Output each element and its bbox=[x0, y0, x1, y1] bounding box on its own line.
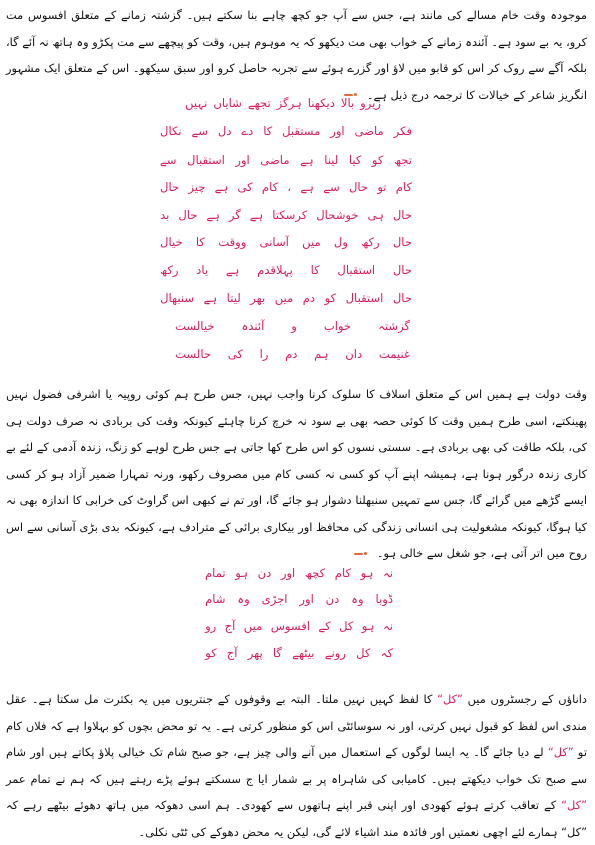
verse-word: ہو bbox=[360, 566, 374, 580]
verse-line bbox=[160, 180, 412, 194]
verse-word: تجھ bbox=[393, 153, 412, 167]
verse-word: بیٹھے bbox=[292, 646, 315, 660]
verse-word: ہے bbox=[249, 208, 264, 222]
middle-paragraph bbox=[6, 381, 587, 567]
verse-word: نہیں bbox=[185, 96, 208, 110]
verse-word: کل bbox=[356, 646, 371, 660]
verse-word: ہی bbox=[367, 208, 384, 222]
verse-word: تجھے bbox=[247, 96, 271, 110]
verse-word: دان bbox=[345, 347, 363, 361]
verse-word: ہے bbox=[203, 291, 218, 305]
verse-word: حال bbox=[392, 291, 412, 305]
verse-word: دیکھنا bbox=[307, 96, 335, 110]
verse-word: دے bbox=[241, 124, 254, 138]
verse-word: شام bbox=[205, 592, 226, 606]
verse-word: آئندہ bbox=[241, 319, 265, 333]
verse-word: ہم bbox=[314, 347, 329, 361]
verse-line bbox=[160, 235, 412, 249]
final-text-mid2: لے دیا جائے گا۔ یہ ایسا لوگوں کے استعمال میں آنے والی چیز ہے، جو صبح شام تک خیالی پلاؤ پکاتے ہیں اور شام سے صبح تک خواب دیکھتے ہیں۔ کامیابی کی شاہراہ پر بے شمار ایا ج سسکتے ہوئے پڑے رہتے ہیں کہ ہم نے تمام عمر bbox=[6, 745, 587, 786]
verse-word: نہ bbox=[382, 566, 393, 580]
verse-word: حالست bbox=[175, 347, 212, 361]
verse-word: کچھ bbox=[304, 566, 326, 580]
verse-word: تمام bbox=[205, 566, 226, 580]
verse-word: آج bbox=[224, 619, 236, 633]
verse-word: دن bbox=[257, 566, 272, 580]
verse-word: شایاں bbox=[213, 96, 242, 110]
verse-word: بھر bbox=[250, 291, 266, 305]
verse-word: کام bbox=[261, 180, 279, 194]
verse-word: گا bbox=[272, 646, 282, 660]
verse-word: حال bbox=[392, 263, 412, 277]
final-text-end: کے تعاقب کرتے ہوئے کھودی اور اپنی قبر اپنے ہاتھوں سے کھودی۔ ہم اسی دھوکہ میں ہاتھ دھوئے بیٹھے رہے کہ ”کل“ ہمارے لئے اچھی نعمتیں اور فائدہ مند اشیاء لائے گی، لیکن یہ محض دھوکے کی ٹٹی نکلی۔ bbox=[6, 798, 587, 839]
verse-word: افسوس bbox=[270, 619, 310, 633]
verse-word: کو bbox=[205, 646, 217, 660]
verse-word: حال bbox=[160, 180, 180, 194]
verse-word: یاد bbox=[196, 263, 209, 277]
verse-word: اور bbox=[235, 153, 250, 167]
final-text-mid1: کا لفظ کہیں نہیں ملتا۔ البتہ بے وقوفوں کے جنتریوں میں یہ بکثرت مل سکتا ہے۔ عقل مندی اس لفظ کو قبول نہیں کرتی، اور نہ سوسائٹی اس کو منظور کرتی ہے۔ یہ تو محض بچوں کو بہلاوا ہے کہ فلاں کام تو bbox=[6, 692, 587, 759]
verse-word: آج bbox=[226, 646, 238, 660]
verse-word: ووقت bbox=[218, 235, 247, 249]
dash-dot-mark-icon bbox=[354, 552, 367, 556]
verse-line bbox=[205, 592, 393, 606]
verse-word: کل bbox=[339, 619, 354, 633]
verse-word: لینا bbox=[324, 153, 339, 167]
verse-word: حال bbox=[392, 235, 412, 249]
verse-word: گزشتہ bbox=[378, 319, 410, 333]
verse-word: ہے bbox=[225, 263, 240, 277]
verse-word: ڈوبا bbox=[375, 592, 393, 606]
verse-word: استقبال bbox=[337, 263, 376, 277]
verse-word: نکال bbox=[160, 124, 182, 138]
verse-word: لیتا bbox=[226, 291, 241, 305]
verse-line bbox=[160, 124, 412, 138]
verse-word: سے bbox=[191, 124, 209, 138]
verse-word: آسانی bbox=[259, 235, 289, 249]
verse-line bbox=[205, 566, 393, 580]
verse-word: استقبال bbox=[187, 153, 225, 167]
verse-word: کیا bbox=[348, 153, 362, 167]
verse-word: تو bbox=[377, 180, 387, 194]
verse-word: کی bbox=[227, 347, 243, 361]
verse-line bbox=[205, 646, 393, 660]
verse-line bbox=[160, 291, 412, 305]
verse-word: ہے bbox=[214, 180, 229, 194]
verse-word: خیال bbox=[160, 235, 183, 249]
verse-line bbox=[185, 96, 381, 110]
verse-word: رکھ bbox=[160, 263, 179, 277]
verse-word: پھر bbox=[247, 646, 263, 660]
verse-word: دن bbox=[325, 592, 340, 606]
verse-line bbox=[160, 263, 412, 277]
verse-word: اور bbox=[299, 592, 314, 606]
verse-word: ہے bbox=[300, 153, 314, 167]
verse-word: سے bbox=[323, 180, 340, 194]
verse-word: ، bbox=[287, 180, 292, 194]
verse-word: و bbox=[291, 319, 297, 333]
verse-word: ہرگز bbox=[276, 96, 302, 110]
verse-word: بد bbox=[160, 208, 170, 222]
verse-word: نہ bbox=[382, 619, 393, 633]
verse-word: کو bbox=[371, 153, 384, 167]
verse-word: استقبال bbox=[345, 291, 384, 305]
verse-word: میں bbox=[274, 291, 294, 305]
verse-word: دم bbox=[285, 347, 298, 361]
verse-line bbox=[160, 208, 412, 222]
verse-word: ماضی bbox=[260, 153, 290, 167]
verse-word: کی bbox=[237, 180, 253, 194]
verse-word: رو bbox=[205, 619, 217, 633]
verse-word: سے bbox=[160, 153, 177, 167]
verse-word: غنیمت bbox=[378, 347, 410, 361]
verse-word: وہ bbox=[351, 592, 364, 606]
verse-word: کا bbox=[263, 124, 273, 138]
verse-word: پہلاقدم bbox=[257, 263, 293, 277]
final-text-pre: داناؤں کے رجسٹروں میں bbox=[462, 692, 587, 706]
verse-word: رکھ bbox=[361, 235, 380, 249]
verse-word: گر bbox=[228, 208, 241, 222]
verse-word: ہو bbox=[361, 619, 375, 633]
verse-word: ہے bbox=[300, 180, 314, 194]
middle-text: وقت دولت ہے ہمیں اس کے متعلق اسلاف کا سلوک کرنا واجب نہیں، جس طرح ہم کوئی روپیہ یا اشرفی فضول نہیں پھینکتے، اسی طرح ہمیں وقت کا کوئی حصہ بھی بے سود نہ خرچ کرنا چاہئے کیونکہ وقت کی بربادی نہ صرف دولت ہی کی، بلکہ طاقت کی بھی بربادی ہے۔ سستی نسوں کو اس طرح کھا جاتی ہے جس طرح لوہے کو زنگ، زندہ آدمی کے لئے بے کاری زندہ درگور ہونا ہے، ہمیشہ اپنے آپ کو کسی نہ کسی کام میں مصروف رکھو، ورنہ تمہارا ضمیر آزاد ہو کر کسی ایسے گڑھے میں گرائے گا، جس سے تمہیں سنبھلنا دشوار ہو جائے گا، اور تم نے کبھی اس گراوٹ کی خرابی کا اندازہ بھی نہ کیا ہوگا، کیونکہ مشغولیت ہی انسانی زندگی کی محافظ اور بیکاری برائی کے مترادف ہے، کیونکہ بدی بڑی آسانی سے اس روح میں اتر آتی ہے، جو شغل سے خالی ہو۔ bbox=[6, 387, 587, 560]
verse-word: کا bbox=[310, 263, 320, 277]
verse-line bbox=[205, 619, 393, 633]
verse-word: ہو bbox=[235, 566, 249, 580]
verse-word: اور bbox=[280, 566, 296, 580]
verse-word: را bbox=[259, 347, 269, 361]
verse-word: حال bbox=[392, 208, 412, 222]
verse-line bbox=[160, 153, 412, 167]
verse-word: حال bbox=[178, 208, 198, 222]
verse-word: اور bbox=[330, 124, 345, 138]
intro-text-1: موجودہ وقت خام مسالے کی مانند ہے، جس سے آپ جو کچھ چاہے بنا سکتے ہیں۔ گزشتہ زمانے کے متعلق افسوس مت کرو، یہ بے سود ہے۔ bbox=[6, 8, 587, 49]
verse-word: کا bbox=[195, 235, 205, 249]
verse-line bbox=[175, 319, 410, 333]
verse-word: مستقبل bbox=[282, 124, 321, 138]
verse-word: میں bbox=[243, 619, 263, 633]
verse-word: کو bbox=[324, 291, 337, 305]
verse-word: حال bbox=[348, 180, 369, 194]
intro-paragraph bbox=[6, 2, 587, 108]
verse-word: کے bbox=[318, 619, 331, 633]
intro-text-2: آئندہ زمانے کے خواب بھی مت دیکھو کہ یہ موہوم ہیں، وقت کو پیچھے سے مت پکڑو وہ ہاتھ نہ آئے گا، بلکہ آگے سے روک کر اس کو قابو میں لاؤ اور گزرے ہوئے سے تجربہ حاصل کرو اور سبق سیکھو۔ اس کے متعلق ایک مشہور انگریز شاعر کے خیالات کا ترجمہ درج ذیل ہے۔ bbox=[6, 34, 587, 102]
verse-word: خیالست bbox=[175, 319, 215, 333]
verse-word: زیرو bbox=[360, 96, 381, 110]
verse-word: کام bbox=[334, 566, 352, 580]
verse-word: اجڑی bbox=[261, 592, 288, 606]
verse-word: رونے bbox=[324, 646, 346, 660]
highlight-word-kal: ”کل“ bbox=[561, 798, 587, 812]
verse-word: میں bbox=[302, 235, 321, 249]
verse-word: سنبھال bbox=[160, 291, 195, 305]
verse-word: کام bbox=[395, 180, 412, 194]
verse-word: وہ bbox=[237, 592, 250, 606]
final-paragraph bbox=[6, 686, 587, 845]
verse-word: کہ bbox=[380, 646, 393, 660]
verse-word: چیز bbox=[188, 180, 206, 194]
highlight-word-kal: ”کل“ bbox=[437, 692, 463, 706]
verse-word: دم bbox=[302, 291, 316, 305]
verse-word: خوشحال bbox=[316, 208, 359, 222]
verse-word: فکر bbox=[393, 124, 412, 138]
verse-line bbox=[175, 347, 410, 361]
verse-word: بالا bbox=[340, 96, 355, 110]
verse-word: ہے bbox=[206, 208, 220, 222]
verse-word: خواب bbox=[323, 319, 352, 333]
verse-word: دل bbox=[217, 124, 232, 138]
verse-word: ماضی bbox=[354, 124, 384, 138]
highlight-word-kal: ”کل“ bbox=[547, 745, 574, 759]
verse-word: کرسکتا bbox=[272, 208, 308, 222]
verse-word: ول bbox=[333, 235, 348, 249]
